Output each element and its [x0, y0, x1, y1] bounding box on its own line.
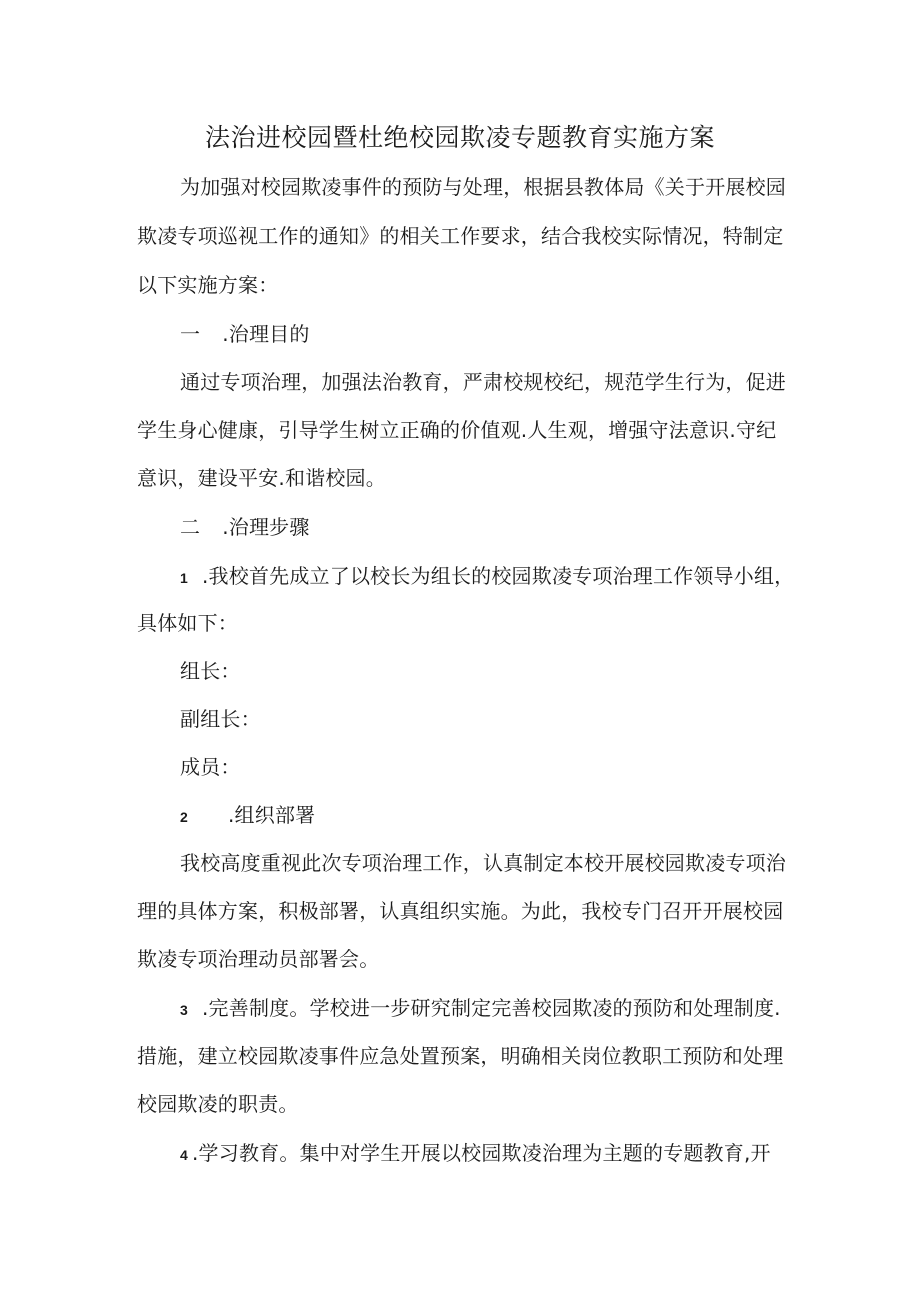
item-1-line-1: [180, 562, 794, 592]
item-2-number: 2: [180, 809, 188, 825]
intro-line-2: 欺凌专项巡视工作的通知》的相关工作要求，结合我校实际情况，特制定: [137, 224, 784, 248]
item-3-line-1: [180, 994, 781, 1024]
section-1-heading: [180, 320, 310, 348]
item-3-text: .完善制度。学校进一步研究制定完善校园欺凌的预防和处理制度.: [202, 996, 781, 1020]
item-3-line-3: 校园欺凌的职责。: [137, 1092, 299, 1116]
item-1-number: 1: [180, 570, 188, 586]
item-4-line-1: [180, 1139, 771, 1169]
intro-line-3: 以下实施方案：: [137, 273, 279, 297]
section-1-marker: 一: [180, 322, 201, 346]
section-2-title: .治理步骤: [222, 515, 310, 539]
item-2-body-line-2: 理的具体方案，积极部署，认真组织实施。为此，我校专门召开开展校园: [137, 899, 784, 923]
item-3-number: 3: [180, 1002, 188, 1018]
section-1-body-line-2: 学生身心健康，引导学生树立正确的价值观.人生观，增强守法意识.守纪: [137, 418, 777, 442]
section-2-heading: [180, 513, 310, 541]
role-deputy: 副组长：: [180, 707, 261, 731]
section-1-body-line-3: 意识，建设平安.和谐校园。: [137, 466, 386, 490]
item-4-text: .学习教育。集中对学生开展以校园欺凌治理为主题的专题教育,开: [192, 1141, 771, 1165]
item-2-body-line-3: 欺凌专项治理动员部署会。: [137, 947, 380, 971]
item-1-text: .我校首先成立了以校长为组长的校园欺凌专项治理工作领导小组，: [202, 564, 795, 588]
item-3-line-2: 措施，建立校园欺凌事件应急处置预案，明确相关岗位教职工预防和处理: [137, 1044, 784, 1068]
item-4-number: 4: [180, 1147, 188, 1163]
item-2-title: .组织部署: [228, 803, 316, 827]
item-2-body-line-1: 我校高度重视此次专项治理工作，认真制定本校开展校园欺凌专项治: [180, 851, 786, 875]
intro-line-1: 为加强对校园欺凌事件的预防与处理，根据县教体局《关于开展校园: [180, 175, 786, 199]
section-2-marker: 二: [180, 515, 201, 539]
item-2-heading: [180, 801, 315, 831]
section-1-title: .治理目的: [222, 322, 310, 346]
item-1-line-2: 具体如下：: [137, 611, 238, 635]
role-leader: 组长：: [180, 659, 241, 683]
page-title: 法治进校园暨杜绝校园欺凌专题教育实施方案: [204, 123, 715, 152]
section-1-body-line-1: 通过专项治理，加强法治教育，严肃校规校纪，规范学生行为，促进: [180, 370, 786, 394]
role-members: 成员：: [180, 755, 241, 779]
